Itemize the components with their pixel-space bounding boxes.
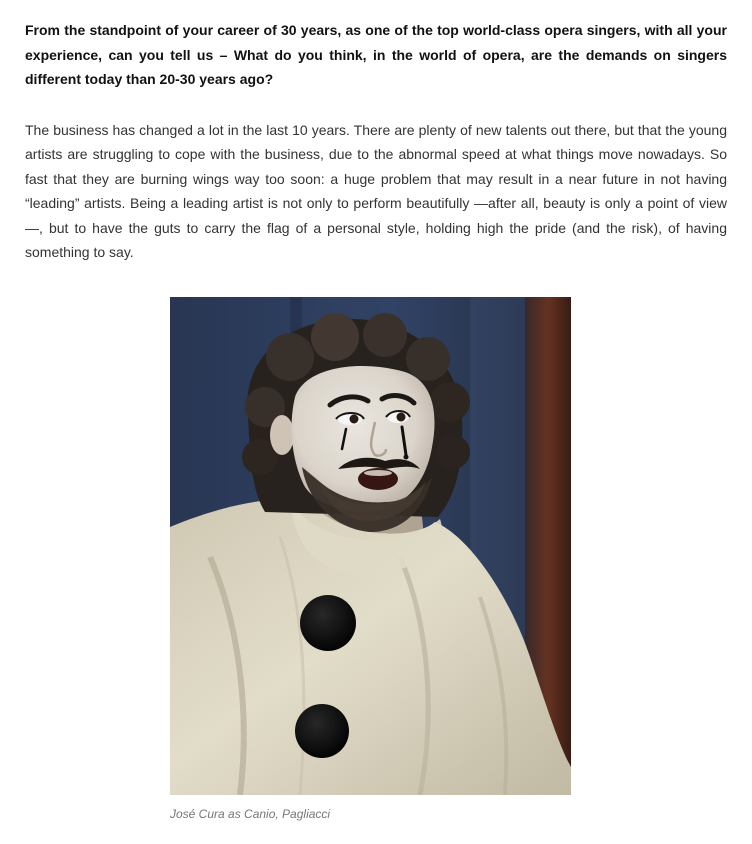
interview-answer: The business has changed a lot in the last 10 years. There are plenty of new talents out there, but that the young artists are struggling to cope with the business, due to the abnormal speed at what things move nowadays. So fast that they are burning wings way too soon: a huge problem that may result in a near future in not having “leading” artists. Being a leading artist is not only to perform beautifully —after all, beauty is only a point of view —, but to have the guts to carry the flag of a personal style, holding high the pride (and the risk), of having something to say. <box>25 121 727 260</box>
opera-singer-photo <box>170 297 571 795</box>
figure-caption: José Cura as Canio, Pagliacci <box>170 807 331 821</box>
article-figure <box>170 297 571 822</box>
interview-question: From the standpoint of your career of 30 years, as one of the top world-class opera singers, with all your experience, can you tell us – What do you think, in the world of opera, are the demands on singers different today than 20-30 years ago? <box>25 22 727 87</box>
article-body <box>25 18 727 265</box>
photo-illustration <box>170 297 571 795</box>
